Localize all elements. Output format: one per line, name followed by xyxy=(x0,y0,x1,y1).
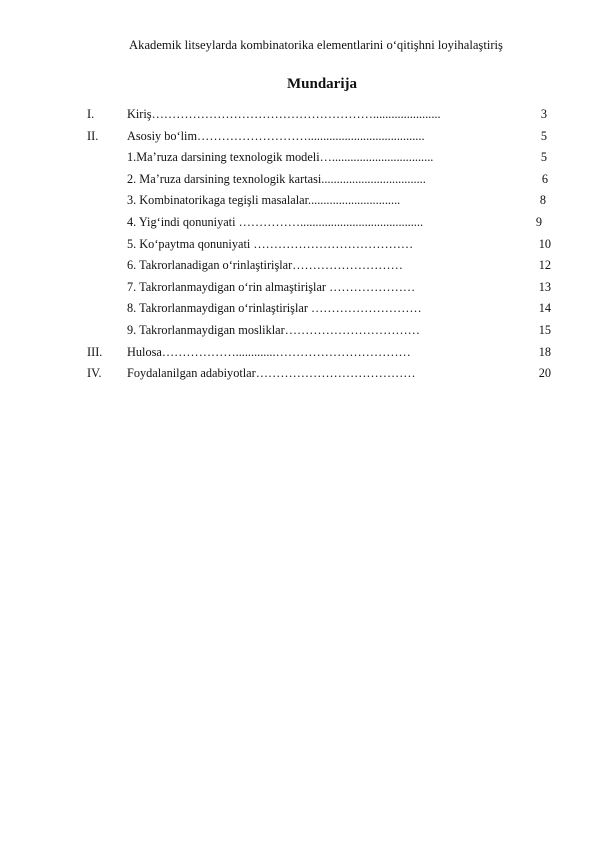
toc-entry-title: 3. Kombinatorikaga tegişli masalalar.............................. xyxy=(127,193,401,208)
toc-entry-title: 2. Ma’ruza darsining texnologik kartasi.................................. xyxy=(127,171,426,186)
toc-entry-title: 6. Takrorlanadigan o‘rinlaştirişlar……………………… xyxy=(127,258,403,273)
toc-entry-title: 4. Yig‘indi qonuniyati ……………........................................ xyxy=(127,214,424,229)
toc-entry-title: 9. Takrorlanmaydigan mosliklar…………………………… xyxy=(127,322,420,337)
toc-entry-page: 14 xyxy=(538,301,551,316)
toc-entry-page: 9 xyxy=(535,214,542,229)
toc-subentry-6 xyxy=(0,255,596,277)
toc-entry-title: Asosiy bo‘lim………………………...................................... xyxy=(127,128,425,143)
toc-entry-title: 5. Ko‘paytma qonuniyati ………………………………… xyxy=(127,236,414,251)
toc-entry-intro xyxy=(0,104,596,126)
toc-subentry-8 xyxy=(0,298,596,320)
toc-entry-title: 7. Takrorlanmaydigan o‘rin almaştirişlar ………………… xyxy=(127,279,416,294)
toc-entry-page: 5 xyxy=(540,150,547,165)
toc-title: Mundarija xyxy=(286,76,357,92)
toc-entry-page: 18 xyxy=(538,344,551,359)
toc-entry-page: 10 xyxy=(538,236,551,251)
toc-subentry-7 xyxy=(0,277,596,299)
toc-subentry-3 xyxy=(0,190,596,212)
toc-entry-references xyxy=(0,363,596,385)
toc-entry-number: III. xyxy=(87,344,103,359)
toc-entry-title: Foydalanilgan adabiyotlar………………………………… xyxy=(127,366,416,381)
toc-entry-page: 5 xyxy=(540,128,547,143)
toc-entry-number: IV. xyxy=(87,366,102,381)
table-of-contents xyxy=(0,104,596,385)
toc-entry-page: 15 xyxy=(538,322,551,337)
toc-entry-page: 13 xyxy=(538,279,551,294)
toc-entry-conclusion xyxy=(0,342,596,364)
toc-subentry-4 xyxy=(0,212,596,234)
toc-subentry-9 xyxy=(0,320,596,342)
toc-entry-title: 1.Ma’ruza darsining texnologik modeli…................................. xyxy=(127,150,434,165)
toc-entry-page: 12 xyxy=(538,258,551,273)
toc-entry-number: I. xyxy=(87,107,95,121)
toc-subentry-2 xyxy=(0,169,596,191)
toc-entry-page: 3 xyxy=(540,107,547,121)
toc-entry-page: 8 xyxy=(539,193,546,208)
toc-entry-main xyxy=(0,126,596,148)
toc-entry-title: 8. Takrorlanmaydigan o‘rinlaştirişlar ……………………… xyxy=(127,301,422,316)
toc-entry-number: II. xyxy=(87,128,99,143)
page-header: Akademik litseylarda kombinatorika elementlarini o‘qitişhni loyihalaştiriş xyxy=(129,38,503,52)
toc-subentry-5 xyxy=(0,234,596,256)
toc-entry-page: 6 xyxy=(541,171,548,186)
toc-subentry-1 xyxy=(0,147,596,169)
toc-entry-title: Hulosa……………….............…………………………… xyxy=(127,344,411,359)
toc-entry-title: Kiriş………………………………………………...................... xyxy=(127,107,441,121)
toc-entry-page: 20 xyxy=(538,366,551,381)
